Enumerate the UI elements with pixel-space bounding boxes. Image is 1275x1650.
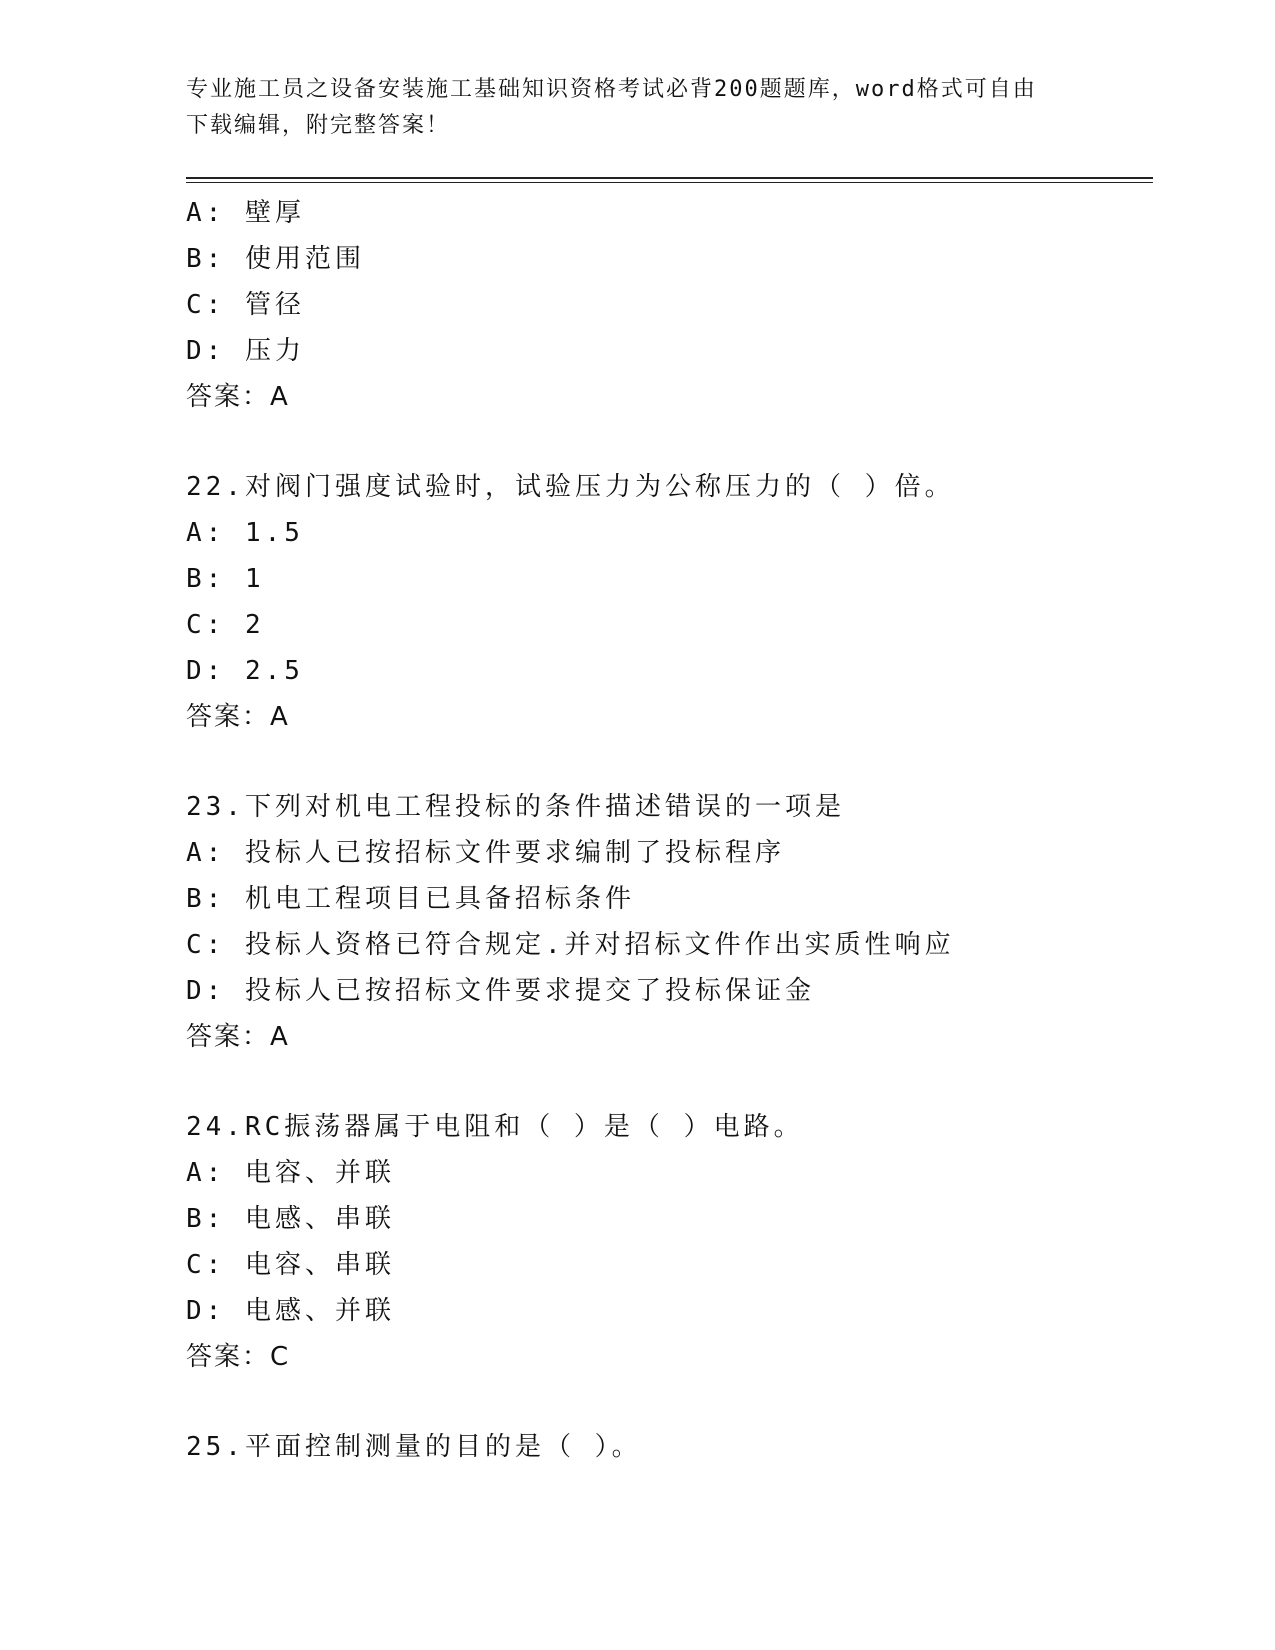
option-c: C: 2 [186,610,265,640]
answer-line: 答案：A [186,702,290,732]
option-c: C: 管径 [186,290,305,320]
option-d: D: 2.5 [186,656,304,686]
option-b: B: 电感、串联 [186,1204,395,1234]
answer-line: 答案：A [186,382,290,412]
question-stem: 24.RC振荡器属于电阻和（ ）是（ ）电路。 [186,1112,804,1142]
option-b: B: 使用范围 [186,244,365,274]
document-header [186,72,1066,144]
option-d: D: 投标人已按招标文件要求提交了投标保证金 [186,976,815,1006]
answer-line: 答案：A [186,1022,290,1052]
question-block-25 [186,1424,1146,1470]
spacer [186,420,1146,464]
option-c: C: 投标人资格已符合规定.并对招标文件作出实质性响应 [186,930,955,960]
option-b: B: 1 [186,564,265,594]
question-block-prev [186,190,1146,420]
option-d: D: 压力 [186,336,305,366]
answer-line: 答案：C [186,1342,291,1372]
question-block-23 [186,784,1146,1060]
question-list [186,190,1146,1470]
spacer [186,1380,1146,1424]
option-a: A: 投标人已按招标文件要求编制了投标程序 [186,838,785,868]
option-a: A: 1.5 [186,518,304,548]
spacer [186,740,1146,784]
option-b: B: 机电工程项目已具备招标条件 [186,884,635,914]
option-a: A: 电容、并联 [186,1158,395,1188]
option-c: C: 电容、串联 [186,1250,395,1280]
question-block-24 [186,1104,1146,1380]
option-a: A: 壁厚 [186,198,305,228]
header-line-1: 专业施工员之设备安装施工基础知识资格考试必背200题题库，word格式可自由 [186,77,1037,102]
option-d: D: 电感、并联 [186,1296,395,1326]
header-line-2: 下载编辑，附完整答案！ [186,113,451,138]
question-stem: 25.平面控制测量的目的是（ ）。 [186,1432,642,1462]
question-stem: 23.下列对机电工程投标的条件描述错误的一项是 [186,792,845,822]
question-stem: 22.对阀门强度试验时，试验压力为公称压力的（ ）倍。 [186,472,955,502]
header-divider-thin [186,182,1153,183]
question-block-22 [186,464,1146,740]
spacer [186,1060,1146,1104]
header-divider-thick [186,177,1153,179]
